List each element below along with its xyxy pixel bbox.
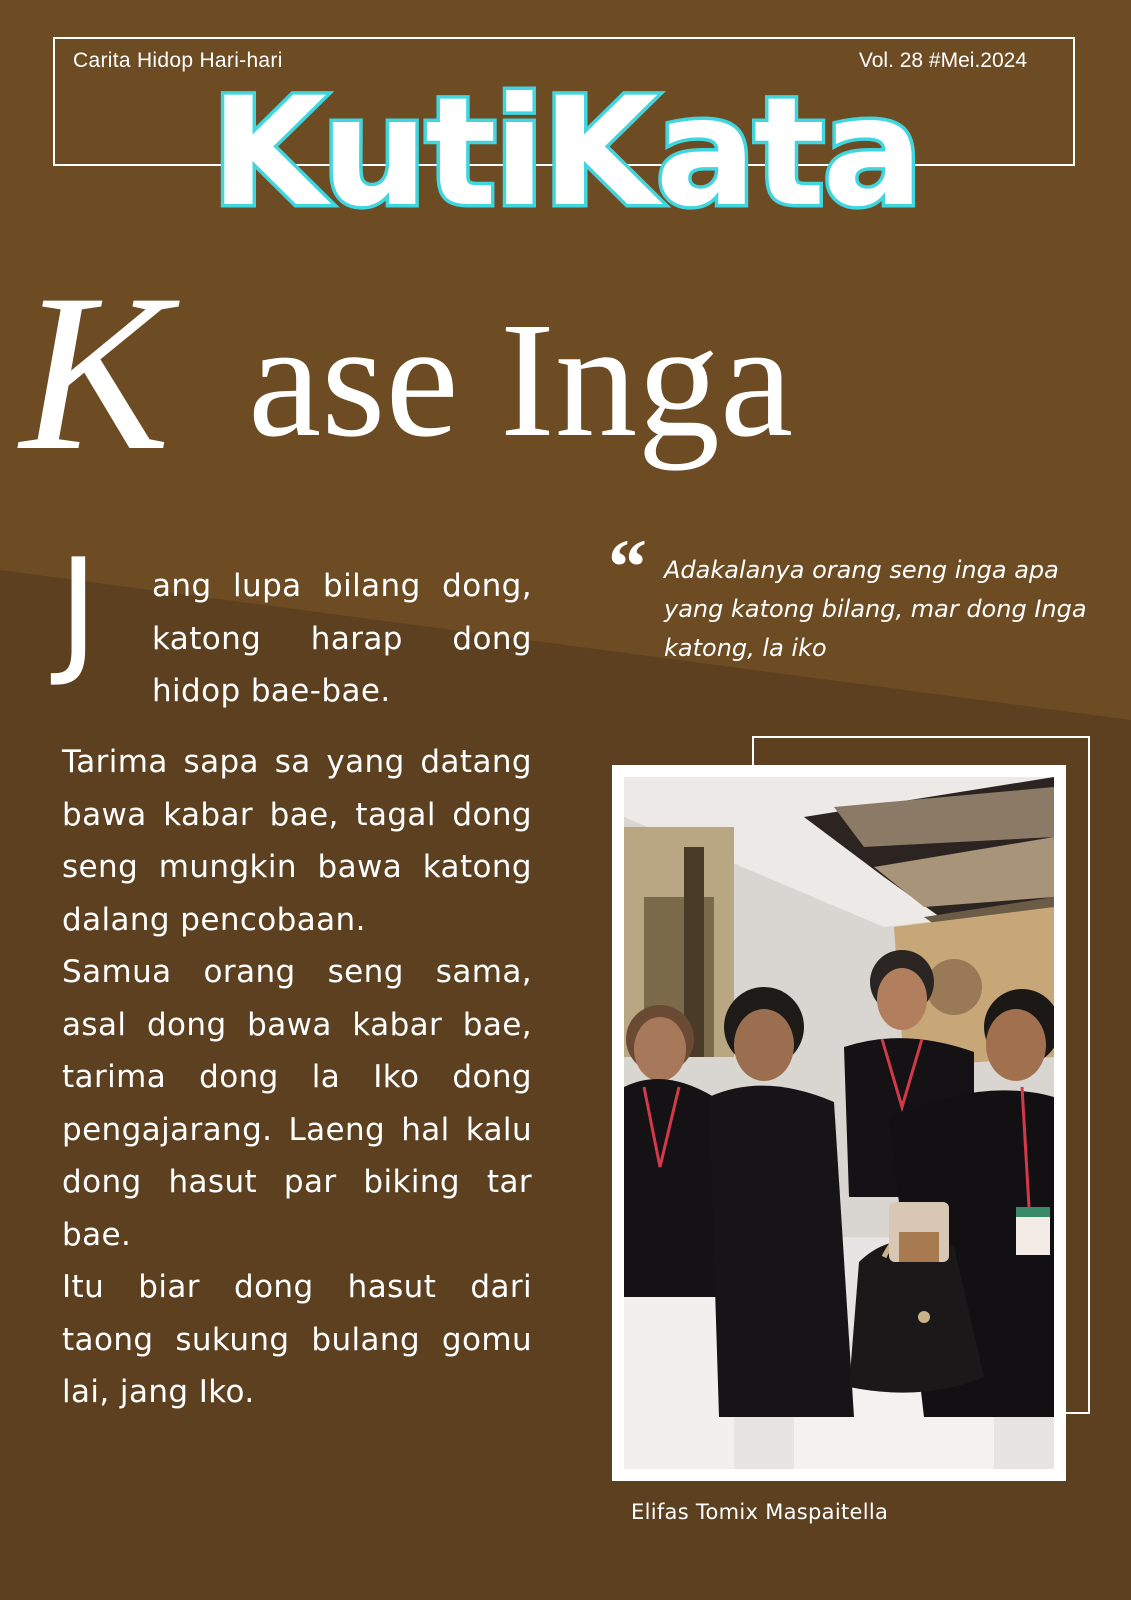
body-paragraph: Samua orang seng sama, asal dong bawa kabar bae, tarima dong la Iko dong pengajarang. Laeng hal kalu dong hasut par biking tar bae. — [62, 954, 532, 1253]
quote-mark-icon: “ — [608, 523, 647, 610]
group-photo — [624, 777, 1054, 1469]
masthead-logo: KutiKata — [210, 66, 921, 240]
pull-quote: Adakalanya orang seng inga apa yang katong bilang, mar dong Inga katong, la iko — [664, 556, 1087, 662]
article-body — [62, 736, 532, 1419]
body-paragraph: Tarima sapa sa yang datang bawa kabar bae, tagal dong seng mungkin bawa katong dalang pencobaan. — [62, 744, 532, 938]
body-paragraph: Itu biar dong hasut dari taong sukung bulang gomu lai, jang Iko. — [62, 1269, 532, 1410]
title-initial: K — [20, 247, 171, 497]
lead-paragraph: ang lupa bilang dong, katong harap dong hidop bae-bae. — [152, 568, 532, 709]
photo-frame — [612, 765, 1066, 1481]
drop-cap: J — [58, 529, 99, 690]
title-text: ase Inga — [248, 288, 794, 471]
issue-volume: Vol. 28 #Mei.2024 — [858, 49, 1027, 72]
photo-credit: Elifas Tomix Maspaitella — [631, 1500, 889, 1524]
tagline: Carita Hidop Hari-hari — [73, 49, 283, 72]
